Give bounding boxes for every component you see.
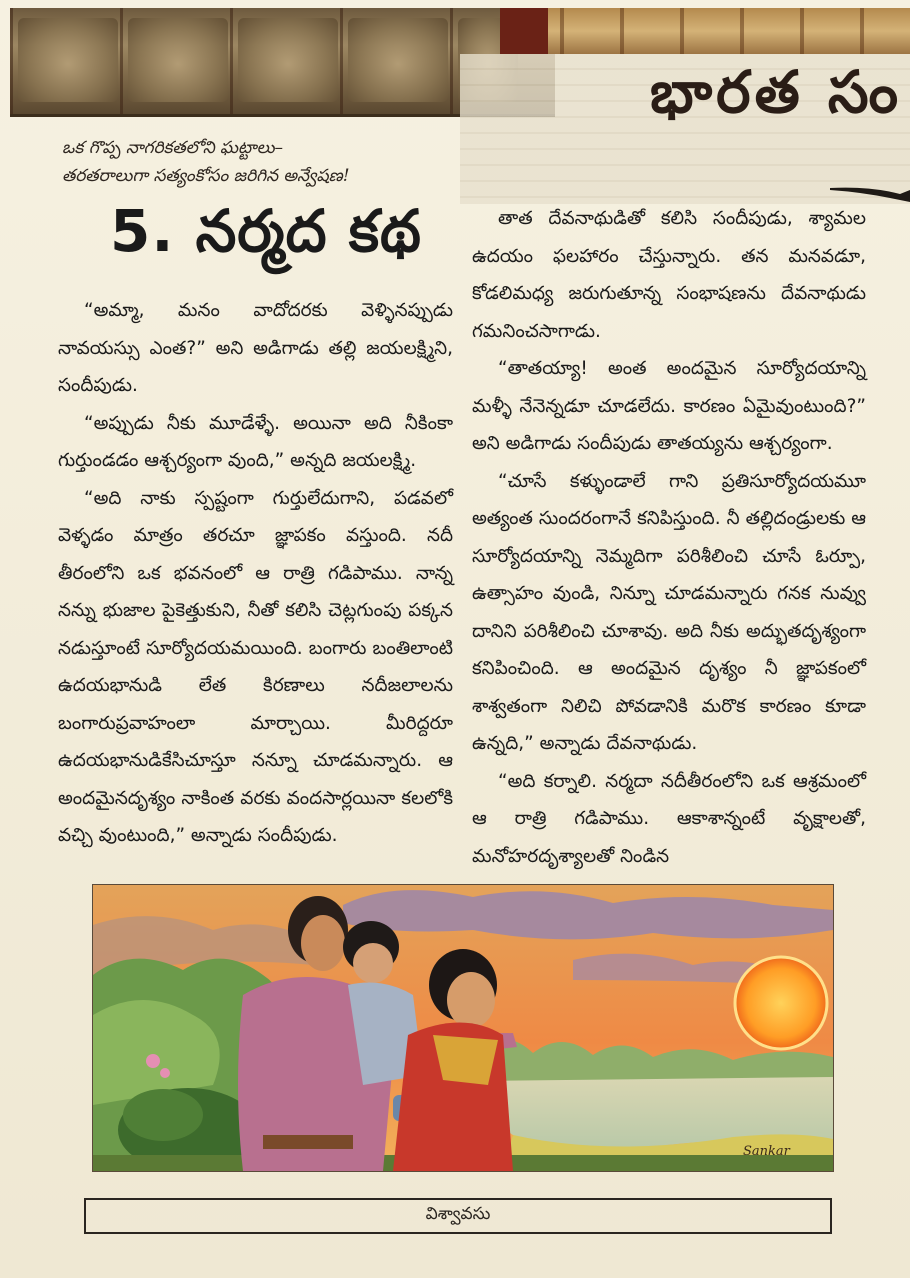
sun [735,957,827,1049]
sunrise-family-illustration [93,885,833,1171]
paragraph: “అప్పుడు నీకు మూడేళ్ళే. అయినా అది నీకింకా గుర్తుండడం ఆశ్చర్యంగా వుంది,” అన్నది జయలక్ష్మి. [58,412,453,471]
flower [146,1054,160,1068]
footer-text: విశ్వావసు [425,1204,491,1224]
bush [123,1089,203,1141]
flower [160,1068,170,1078]
paragraph: తాత దేవనాథుడితో కలిసి సందీపుడు, శ్యామల ఉదయం ఫలహారం చేస్తున్నారు. తన మనవడూ, కోడలిమధ్య జరుగుతూన్న సంభాషణను దేవనాథుడు గమనించసాగాడు. [472,208,866,342]
subtitle-line: తరతరాలుగా సత్యంకోసం జరిగిన అన్వేషణ! [62,166,350,186]
frieze-dark-block [500,8,548,54]
artist-signature: Sankar [743,1144,790,1159]
series-title: భారత సం [650,58,903,126]
left-text-column [58,292,453,855]
paragraph: “అది కర్నాలి. నర్మదా నదీతీరంలోని ఒక ఆశ్రమంలో ఆ రాత్రి గడిపాము. ఆకాశాన్నంటే వృక్షాలతో, మనోహరదృశ్యాలతో నిండిన [472,770,866,867]
frieze-panel [238,18,338,102]
paragraph: “తాతయ్యా! అంత అందమైన సూర్యోదయాన్ని మళ్ళీ నేనెన్నడూ చూడలేదు. కారణం ఏమైవుంటుంది?” అని అడిగాడు సందీపుడు తాతయ్యను ఆశ్చర్యంగా. [472,358,866,454]
paragraph: “అమ్మా, మనం వాదోదరకు వెళ్ళినప్పుడు నావయస్సు ఎంత?” అని అడిగాడు తల్లి జయలక్ష్మిని, సందీపుడు. [58,300,453,396]
frieze-right-strip [500,8,910,54]
paragraph: “అది నాకు స్పష్టంగా గుర్తులేదుగాని, పడవలో వెళ్ళడం మాత్రం తరచూ జ్ఞాపకం వస్తుంది. నదీ తీరంలోని ఒక భవనంలో ఆ రాత్రి గడిపాము. నాన్న నన్ను భుజాల పైకెత్తుకుని, నీతో కలిసి చెట్లగుంపు పక్కన నడుస్తూంటే సూర్యోదయమయింది. బంగారు బంతిలాంటి ఉదయభానుడి లేత కిరణాలు నదీజలాలను బంగారుప్రవాహంలా మార్చాయి. మీరిద్దరూ ఉదయభానుడికేసిచూస్తూ నన్నూ చూడమన్నారు. ఆ అందమైనదృశ్యం నాకింత వరకు వందసార్లయినా కలలోకి వచ్చి వుంటుంది,” అన్నాడు సందీపుడు. [58,487,453,846]
arrow-decoration-icon [830,180,910,202]
chapter-title: 5. నర్మద కథ [110,197,422,265]
story-illustration [92,884,834,1172]
footer-frame [84,1198,832,1234]
series-subtitle [62,134,462,190]
frieze-panel [348,18,448,102]
frieze-panel [128,18,228,102]
right-text-column [472,200,866,875]
frieze-panel [18,18,118,102]
subtitle-line: ఒక గొప్ప నాగరికతలోని ఘట్టాలు– [62,138,284,158]
paragraph: “చూసే కళ్ళుండాలే గాని ప్రతిసూర్యోదయమూ అత్యంత సుందరంగానే కనిపిస్తుంది. నీ తల్లిదండ్రులకు ఆ సూర్యోదయాన్ని నెమ్మదిగా పరిశీలించి చూసే ఓర్పూ, ఉత్సాహం వుండి, నిన్నూ చూడమన్నారు గనక నువ్వు దానిని పరిశీలించి చూశావు. అది నీకు అద్భుతదృశ్యంగా కనిపించింది. ఆ అందమైన దృశ్యం నీ జ్ఞాపకంలో శాశ్వతంగా నిలిచి పోవడానికి మరొక కారణం కూడా ఉన్నది,” అన్నాడు దేవనాథుడు. [472,470,866,754]
